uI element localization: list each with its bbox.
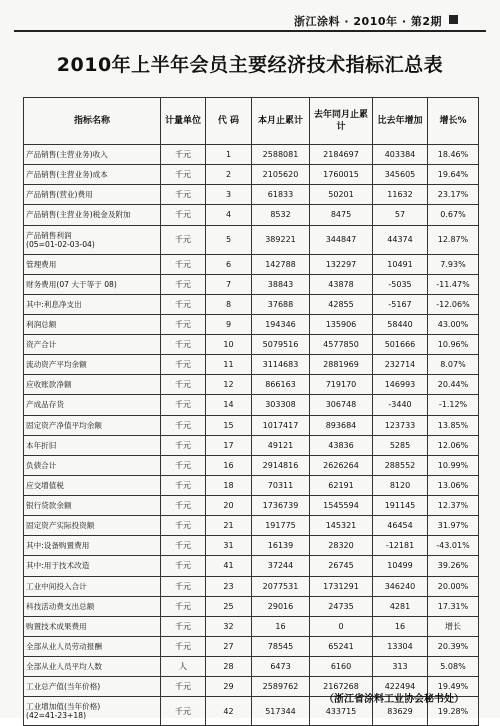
indicator-name-cell: 流动资产平均余额	[24, 355, 161, 375]
code-cell: 8	[206, 294, 252, 314]
indicator-name-cell: 全部从业人员劳动报酬	[24, 636, 161, 656]
increase-cell: 10491	[373, 254, 428, 274]
footer-source: （浙江省涂料工业协会秘书处）	[324, 694, 464, 705]
growth-rate-cell: 12.87%	[428, 225, 479, 254]
indicator-name-cell: 负债合计	[24, 455, 161, 475]
growth-rate-cell: 19.49%	[428, 677, 479, 697]
unit-cell: 千元	[161, 294, 206, 314]
table-row	[24, 145, 479, 165]
table-row	[24, 165, 479, 185]
indicator-name-cell: 产品销售(主营业务)税金及附加	[24, 205, 161, 225]
indicator-name-cell: 产品销售(营业)费用	[24, 185, 161, 205]
table-row	[24, 536, 479, 556]
code-cell: 4	[206, 205, 252, 225]
last-year-cumulative-cell: 0	[310, 616, 373, 636]
table-row	[24, 455, 479, 475]
growth-rate-cell: -1.12%	[428, 395, 479, 415]
growth-rate-cell: 20.00%	[428, 576, 479, 596]
unit-cell: 千元	[161, 475, 206, 495]
code-cell: 7	[206, 274, 252, 294]
increase-cell: -12181	[373, 536, 428, 556]
growth-rate-cell: 13.85%	[428, 415, 479, 435]
increase-cell: 10499	[373, 556, 428, 576]
growth-rate-cell: 10.99%	[428, 455, 479, 475]
unit-cell: 千元	[161, 274, 206, 294]
increase-cell: 422494	[373, 677, 428, 697]
col-growth-header: 增长%	[428, 98, 479, 145]
code-cell: 28	[206, 657, 252, 677]
growth-rate-cell: 0.67%	[428, 205, 479, 225]
current-cumulative-cell: 70311	[252, 475, 310, 495]
table-body	[24, 145, 479, 726]
table-row	[24, 205, 479, 225]
code-cell: 12	[206, 375, 252, 395]
col-unit-header: 计量单位	[161, 98, 206, 145]
indicator-name-cell: 财务费用(07 大于等于 08)	[24, 274, 161, 294]
last-year-cumulative-cell: 28320	[310, 536, 373, 556]
table-row	[24, 496, 479, 516]
unit-cell: 千元	[161, 415, 206, 435]
code-cell: 16	[206, 455, 252, 475]
code-cell: 31	[206, 536, 252, 556]
last-year-cumulative-cell: 306748	[310, 395, 373, 415]
increase-cell: 346240	[373, 576, 428, 596]
current-cumulative-cell: 2105620	[252, 165, 310, 185]
unit-cell: 千元	[161, 314, 206, 334]
unit-cell: 千元	[161, 254, 206, 274]
publication-header: 浙江涂料 · 2010年 · 第2期	[294, 15, 442, 28]
current-cumulative-cell: 194346	[252, 314, 310, 334]
page-header	[14, 10, 486, 32]
increase-cell: 11632	[373, 185, 428, 205]
growth-rate-cell: 10.96%	[428, 335, 479, 355]
current-cumulative-cell: 389221	[252, 225, 310, 254]
indicator-name-cell: 产品销售(主营业务)收入	[24, 145, 161, 165]
last-year-cumulative-cell: 43878	[310, 274, 373, 294]
current-cumulative-cell: 8532	[252, 205, 310, 225]
growth-rate-cell: 20.39%	[428, 636, 479, 656]
indicator-name-cell: 资产合计	[24, 335, 161, 355]
table-row	[24, 225, 479, 254]
growth-rate-cell: 20.44%	[428, 375, 479, 395]
increase-cell: 83629	[373, 697, 428, 726]
col-last-year-cumulative-header: 去年同月止累计	[310, 98, 373, 145]
code-cell: 29	[206, 677, 252, 697]
code-cell: 42	[206, 697, 252, 726]
current-cumulative-cell: 2914816	[252, 455, 310, 475]
unit-cell: 千元	[161, 355, 206, 375]
indicator-name-cell: 管理费用	[24, 254, 161, 274]
current-cumulative-cell: 1017417	[252, 415, 310, 435]
code-cell: 10	[206, 335, 252, 355]
last-year-cumulative-cell: 6160	[310, 657, 373, 677]
current-cumulative-cell: 1736739	[252, 496, 310, 516]
growth-rate-cell: 31.97%	[428, 516, 479, 536]
code-cell: 27	[206, 636, 252, 656]
indicator-name-cell: 产品销售(主营业务)成本	[24, 165, 161, 185]
growth-rate-cell: 19.64%	[428, 165, 479, 185]
col-indicator-name-header: 指标名称	[24, 98, 161, 145]
unit-cell: 千元	[161, 335, 206, 355]
current-cumulative-cell: 2077531	[252, 576, 310, 596]
table-row	[24, 475, 479, 495]
col-code-header: 代 码	[206, 98, 252, 145]
last-year-cumulative-cell: 1731291	[310, 576, 373, 596]
unit-cell: 千元	[161, 536, 206, 556]
unit-cell: 千元	[161, 455, 206, 475]
table-row	[24, 185, 479, 205]
table-header	[24, 98, 479, 145]
increase-cell: 232714	[373, 355, 428, 375]
growth-rate-cell: 5.08%	[428, 657, 479, 677]
last-year-cumulative-cell: 1545594	[310, 496, 373, 516]
current-cumulative-cell: 2589762	[252, 677, 310, 697]
last-year-cumulative-cell: 2881969	[310, 355, 373, 375]
unit-cell: 千元	[161, 697, 206, 726]
current-cumulative-cell: 29016	[252, 596, 310, 616]
code-cell: 41	[206, 556, 252, 576]
table-row	[24, 435, 479, 455]
current-cumulative-cell: 517344	[252, 697, 310, 726]
code-cell: 25	[206, 596, 252, 616]
growth-rate-cell: 17.31%	[428, 596, 479, 616]
growth-rate-cell: 18.46%	[428, 145, 479, 165]
current-cumulative-cell: 16	[252, 616, 310, 636]
last-year-cumulative-cell: 132297	[310, 254, 373, 274]
unit-cell: 千元	[161, 185, 206, 205]
current-cumulative-cell: 5079516	[252, 335, 310, 355]
col-current-cumulative-header: 本月止累计	[252, 98, 310, 145]
increase-cell: 58440	[373, 314, 428, 334]
increase-cell: 46454	[373, 516, 428, 536]
code-cell: 15	[206, 415, 252, 435]
increase-cell: -3440	[373, 395, 428, 415]
last-year-cumulative-cell: 145321	[310, 516, 373, 536]
header-square-mark	[449, 15, 458, 24]
increase-cell: -5167	[373, 294, 428, 314]
increase-cell: 288552	[373, 455, 428, 475]
unit-cell: 千元	[161, 616, 206, 636]
indicator-name-cell: 全部从业人员平均人数	[24, 657, 161, 677]
indicator-name-cell: 其中:设备购置费用	[24, 536, 161, 556]
growth-rate-cell: 43.00%	[428, 314, 479, 334]
growth-rate-cell: 23.17%	[428, 185, 479, 205]
table-row	[24, 516, 479, 536]
increase-cell: 403384	[373, 145, 428, 165]
unit-cell: 人	[161, 657, 206, 677]
indicator-name-cell: 银行贷款余额	[24, 496, 161, 516]
current-cumulative-cell: 49121	[252, 435, 310, 455]
code-cell: 32	[206, 616, 252, 636]
table-row	[24, 314, 479, 334]
table-row	[24, 636, 479, 656]
table-row	[24, 395, 479, 415]
last-year-cumulative-cell: 2184697	[310, 145, 373, 165]
indicator-name-cell: 购置技术成果费用	[24, 616, 161, 636]
growth-rate-cell: -12.06%	[428, 294, 479, 314]
last-year-cumulative-cell: 719170	[310, 375, 373, 395]
code-cell: 18	[206, 475, 252, 495]
growth-rate-cell: 39.26%	[428, 556, 479, 576]
growth-rate-cell: 12.37%	[428, 496, 479, 516]
current-cumulative-cell: 78545	[252, 636, 310, 656]
indicator-name-cell: 科技活动费支出总额	[24, 596, 161, 616]
unit-cell: 千元	[161, 145, 206, 165]
code-cell: 11	[206, 355, 252, 375]
current-cumulative-cell: 303308	[252, 395, 310, 415]
code-cell: 3	[206, 185, 252, 205]
increase-cell: 57	[373, 205, 428, 225]
current-cumulative-cell: 866163	[252, 375, 310, 395]
last-year-cumulative-cell: 43836	[310, 435, 373, 455]
current-cumulative-cell: 6473	[252, 657, 310, 677]
unit-cell: 千元	[161, 205, 206, 225]
unit-cell: 千元	[161, 576, 206, 596]
last-year-cumulative-cell: 62191	[310, 475, 373, 495]
unit-cell: 千元	[161, 395, 206, 415]
last-year-cumulative-cell: 65241	[310, 636, 373, 656]
increase-cell: 16	[373, 616, 428, 636]
indicator-name-cell: 本年折旧	[24, 435, 161, 455]
indicator-name-cell: 固定资产实际投资额	[24, 516, 161, 536]
current-cumulative-cell: 37244	[252, 556, 310, 576]
table-row	[24, 657, 479, 677]
code-cell: 2	[206, 165, 252, 185]
increase-cell: -5035	[373, 274, 428, 294]
last-year-cumulative-cell: 4577850	[310, 335, 373, 355]
increase-cell: 4281	[373, 596, 428, 616]
unit-cell: 千元	[161, 516, 206, 536]
growth-rate-cell: 7.93%	[428, 254, 479, 274]
growth-rate-cell: 增长	[428, 616, 479, 636]
unit-cell: 千元	[161, 496, 206, 516]
increase-cell: 5285	[373, 435, 428, 455]
current-cumulative-cell: 3114683	[252, 355, 310, 375]
current-cumulative-cell: 191775	[252, 516, 310, 536]
code-cell: 21	[206, 516, 252, 536]
last-year-cumulative-cell: 50201	[310, 185, 373, 205]
last-year-cumulative-cell: 433715	[310, 697, 373, 726]
increase-cell: 191145	[373, 496, 428, 516]
table-row	[24, 274, 479, 294]
indicator-name-cell: 利润总额	[24, 314, 161, 334]
current-cumulative-cell: 61833	[252, 185, 310, 205]
current-cumulative-cell: 2588081	[252, 145, 310, 165]
table-row	[24, 556, 479, 576]
code-cell: 14	[206, 395, 252, 415]
table-row	[24, 355, 479, 375]
indicator-name-cell: 工业总产值(当年价格)	[24, 677, 161, 697]
indicator-table	[23, 97, 479, 726]
current-cumulative-cell: 142788	[252, 254, 310, 274]
growth-rate-cell: -43.01%	[428, 536, 479, 556]
code-cell: 5	[206, 225, 252, 254]
code-cell: 20	[206, 496, 252, 516]
last-year-cumulative-cell: 893684	[310, 415, 373, 435]
indicator-name-cell: 工业中间投入合计	[24, 576, 161, 596]
unit-cell: 千元	[161, 636, 206, 656]
indicator-name-cell: 产成品存货	[24, 395, 161, 415]
code-cell: 17	[206, 435, 252, 455]
table-row	[24, 576, 479, 596]
last-year-cumulative-cell: 26745	[310, 556, 373, 576]
unit-cell: 千元	[161, 677, 206, 697]
last-year-cumulative-cell: 2626264	[310, 455, 373, 475]
table-row	[24, 375, 479, 395]
table-row	[24, 335, 479, 355]
page-title: 2010年上半年会员主要经济技术指标汇总表	[56, 54, 444, 76]
table-row	[24, 596, 479, 616]
growth-rate-cell: 8.07%	[428, 355, 479, 375]
unit-cell: 千元	[161, 435, 206, 455]
current-cumulative-cell: 38843	[252, 274, 310, 294]
indicator-name-cell: 固定资产净值平均余额	[24, 415, 161, 435]
increase-cell: 313	[373, 657, 428, 677]
last-year-cumulative-cell: 1760015	[310, 165, 373, 185]
last-year-cumulative-cell: 24735	[310, 596, 373, 616]
table-row	[24, 254, 479, 274]
increase-cell: 123733	[373, 415, 428, 435]
increase-cell: 345605	[373, 165, 428, 185]
table-row	[24, 616, 479, 636]
increase-cell: 501666	[373, 335, 428, 355]
last-year-cumulative-cell: 135906	[310, 314, 373, 334]
unit-cell: 千元	[161, 375, 206, 395]
current-cumulative-cell: 37688	[252, 294, 310, 314]
growth-rate-cell: -11.47%	[428, 274, 479, 294]
current-cumulative-cell: 16139	[252, 536, 310, 556]
growth-rate-cell: 13.06%	[428, 475, 479, 495]
last-year-cumulative-cell: 42855	[310, 294, 373, 314]
increase-cell: 44374	[373, 225, 428, 254]
code-cell: 6	[206, 254, 252, 274]
code-cell: 1	[206, 145, 252, 165]
indicator-name-cell: 工业增加值(当年价格) (42=41-23+18)	[24, 697, 161, 726]
table-row	[24, 415, 479, 435]
unit-cell: 千元	[161, 556, 206, 576]
indicator-name-cell: 应收账款净额	[24, 375, 161, 395]
col-increase-header: 比去年增加	[373, 98, 428, 145]
indicator-name-cell: 产品销售利润 (05=01-02-03-04)	[24, 225, 161, 254]
growth-rate-cell: 12.06%	[428, 435, 479, 455]
unit-cell: 千元	[161, 596, 206, 616]
last-year-cumulative-cell: 2167268	[310, 677, 373, 697]
last-year-cumulative-cell: 8475	[310, 205, 373, 225]
indicator-name-cell: 应交增值税	[24, 475, 161, 495]
indicator-name-cell: 其中:利息净支出	[24, 294, 161, 314]
increase-cell: 13304	[373, 636, 428, 656]
indicator-name-cell: 其中:用于技术改造	[24, 556, 161, 576]
increase-cell: 146993	[373, 375, 428, 395]
code-cell: 23	[206, 576, 252, 596]
unit-cell: 千元	[161, 225, 206, 254]
increase-cell: 8120	[373, 475, 428, 495]
code-cell: 9	[206, 314, 252, 334]
unit-cell: 千元	[161, 165, 206, 185]
table-row	[24, 294, 479, 314]
growth-rate-cell: 19.28%	[428, 697, 479, 726]
last-year-cumulative-cell: 344847	[310, 225, 373, 254]
